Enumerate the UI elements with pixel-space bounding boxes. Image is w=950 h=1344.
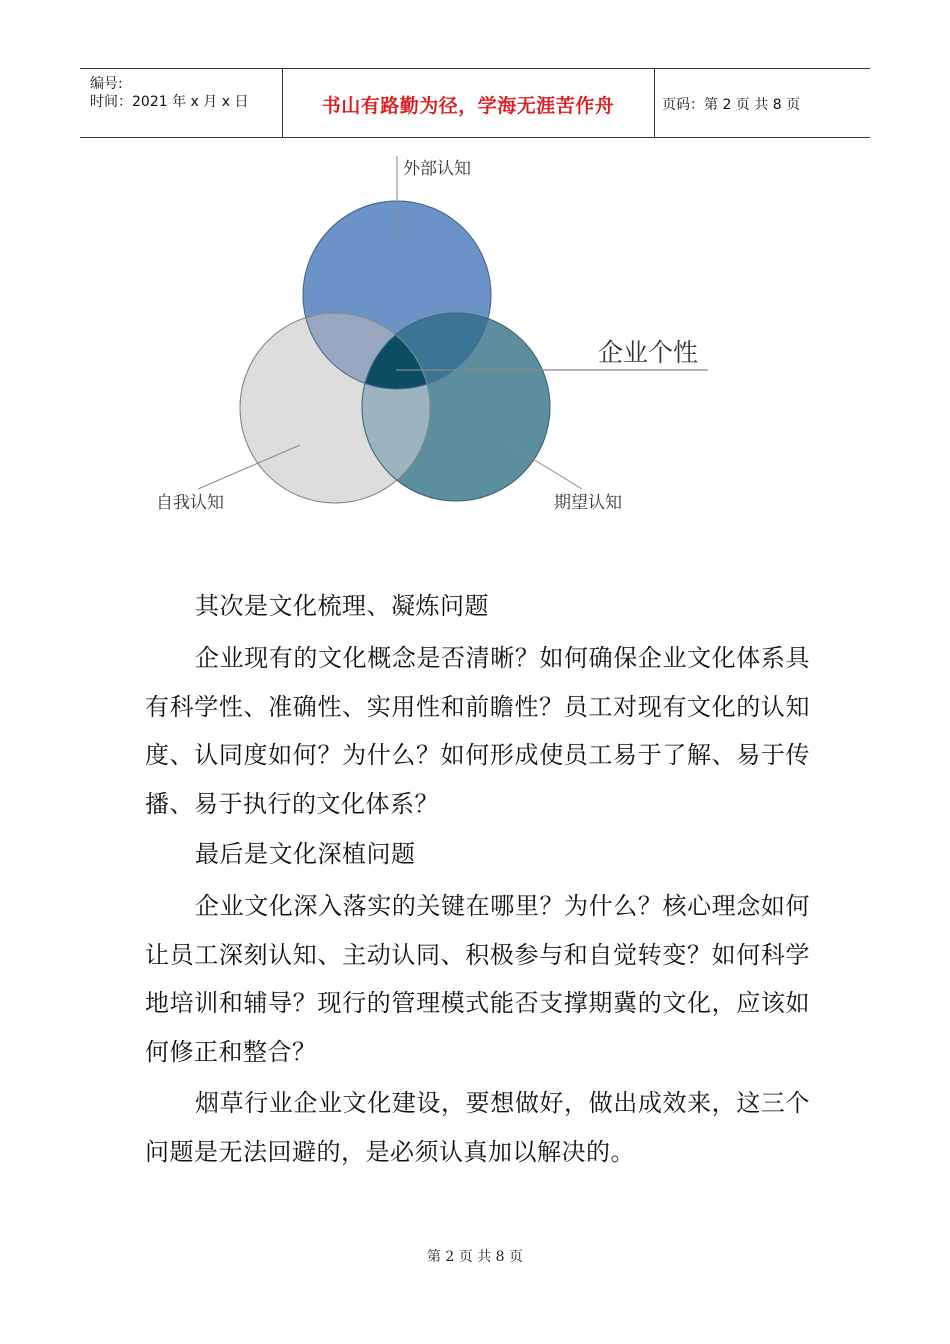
venn-diagram <box>140 148 740 528</box>
label-expected: 期望认知 <box>554 493 622 513</box>
header-motto-cell <box>282 69 655 137</box>
label-center: 企业个性 <box>598 338 699 367</box>
paragraph-conclusion: 烟草行业企业文化建设，要想做好，做出成效来，这三个问题是无法回避的，是必须认真加以解决的。 <box>145 1089 810 1166</box>
label-self: 自我认知 <box>156 493 224 513</box>
footer-page-number: 第 2 页 共 8 页 <box>426 1249 524 1265</box>
heading-refine-issue: 其次是文化梳理、凝炼问题 <box>195 592 489 620</box>
document-number-label: 编号: <box>90 76 123 92</box>
paragraph-deepening-questions: 企业文化深入落实的关键在哪里？为什么？核心理念如何让员工深刻认知、主动认同、积极参与和自觉转变？如何科学地培训和辅导？现行的管理模式能否支撑期冀的文化，应该如何修正和整合？ <box>145 892 810 1066</box>
paragraph-refine-questions: 企业现有的文化概念是否清晰？如何确保企业文化体系具有科学性、准确性、实用性和前瞻性？员工对现有文化的认知度、认同度如何？为什么？如何形成使员工易于了解、易于传播、易于执行的文化体系？ <box>145 644 810 818</box>
header-motto: 书山有路勤为径，学海无涯苦作舟 <box>321 95 615 117</box>
label-external: 外部认知 <box>403 159 471 179</box>
header-page-info: 页码：第 2 页 共 8 页 <box>662 97 801 113</box>
header-meta-cell <box>80 69 283 137</box>
heading-deepening-issue: 最后是文化深植问题 <box>195 840 416 868</box>
document-time-label: 时间：2021 年 x 月 x 日 <box>90 94 249 110</box>
header-page-cell <box>654 69 870 137</box>
header-table <box>80 68 870 138</box>
